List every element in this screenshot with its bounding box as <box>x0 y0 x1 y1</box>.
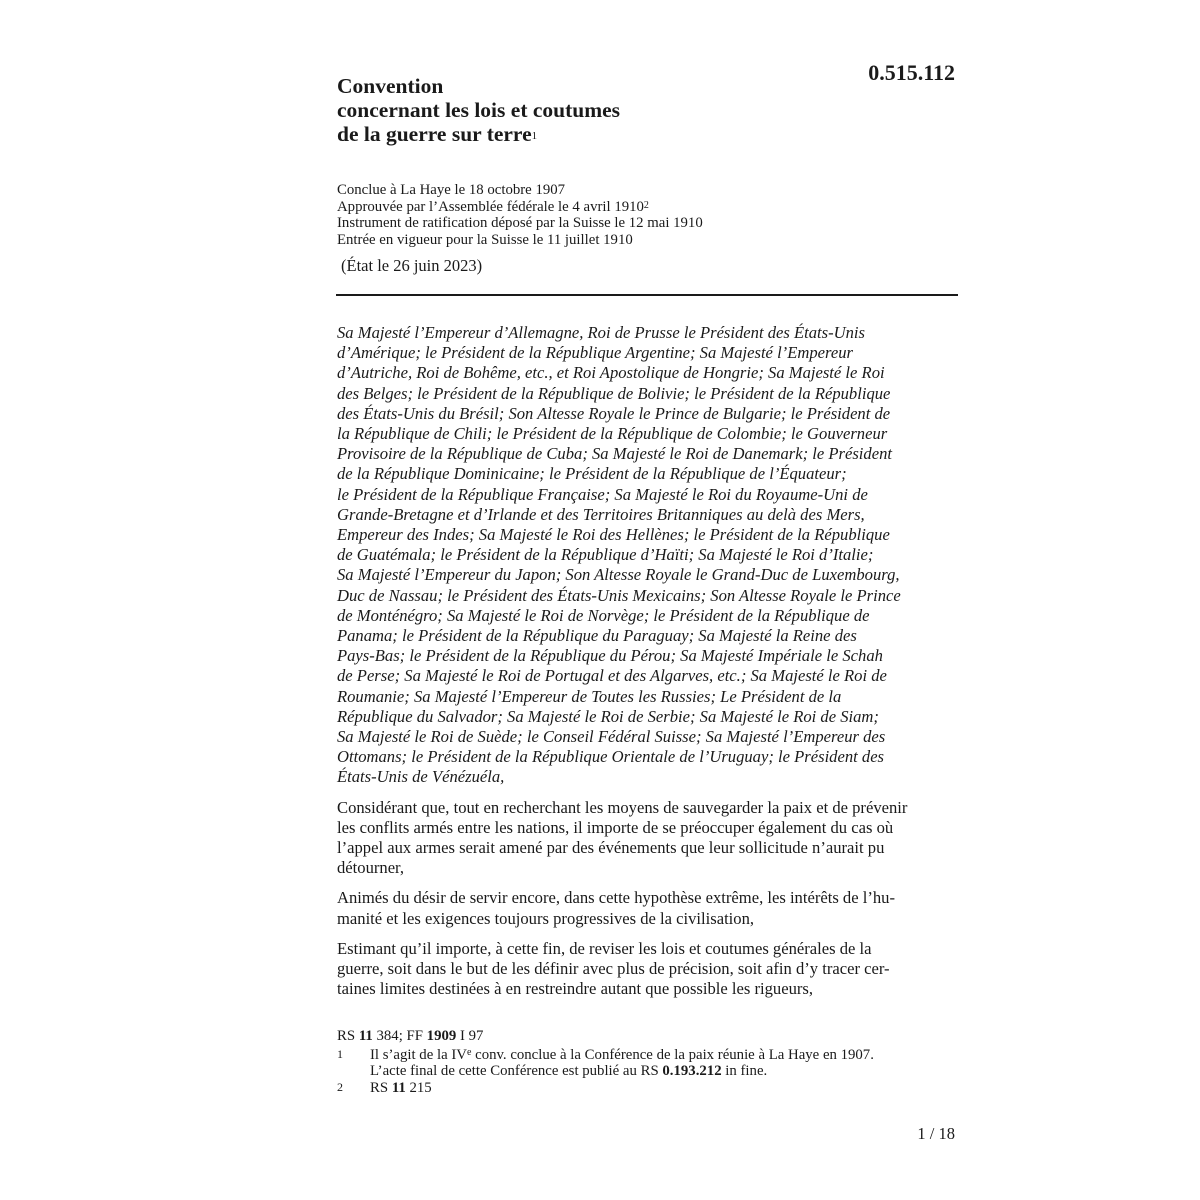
rs-prefix: RS <box>337 1028 359 1044</box>
preamble-line: Provisoire de la République de Cuba; Sa Majesté le Roi de Danemark; le Président <box>337 444 892 464</box>
rs-volume[interactable]: 11 <box>358 1028 373 1044</box>
source-reference <box>337 1028 957 1045</box>
entry-into-force-date: Entrée en vigueur pour la Suisse le 11 juillet 1910 <box>337 231 633 248</box>
footnote-line <box>370 1063 957 1080</box>
approval-date-line <box>337 199 937 216</box>
footnote-text-part: L’acte final de cette Conférence est publié au RS <box>370 1063 663 1079</box>
preamble-line: République du Salvador; Sa Majesté le Roi de Serbie; Sa Majesté le Roi de Siam; <box>337 706 879 726</box>
preamble-line: Roumanie; Sa Majesté l’Empereur de Toutes les Russies; Le Président de la <box>337 686 842 706</box>
footnote-text-part: in fine. <box>721 1063 768 1079</box>
title-line-last <box>337 122 807 146</box>
paragraph-line: manité et les exigences toujours progressives de la civilisation, <box>337 908 755 928</box>
ordinal-superscript: e <box>466 1046 472 1058</box>
footnote-marker-2[interactable]: 2 <box>643 199 649 211</box>
title-line: concernant les lois et coutumes <box>337 98 621 122</box>
footnote-number: 2 <box>337 1079 343 1094</box>
concluded-date: Conclue à La Haye le 18 octobre 1907 <box>337 182 566 198</box>
header-divider <box>336 294 958 296</box>
footnote-text-part: conv. conclue à la Conférence de la paix réunie à La Haye en 1907. <box>471 1046 874 1063</box>
ff-year[interactable]: 1909 <box>426 1028 457 1044</box>
footnote-line <box>370 1047 957 1064</box>
preamble-line: Duc de Nassau; le Président des États-Unis Mexicains; Son Altesse Royale le Prince <box>337 585 901 605</box>
footnote-number: 1 <box>337 1046 343 1061</box>
preamble-line: Sa Majesté le Roi de Suède; le Conseil Fédéral Suisse; Sa Majesté l’Empereur des <box>337 727 886 747</box>
preamble-line: Sa Majesté l’Empereur du Japon; Son Altesse Royale le Grand-Duc de Luxembourg, <box>337 565 900 585</box>
footnote-text-part: 215 <box>405 1079 432 1096</box>
sr-number: 0.515.112 <box>868 60 955 85</box>
paragraph-line: détourner, <box>337 858 405 878</box>
preamble-line: Ottomans; le Président de la République Orientale de l’Uruguay; le Président des <box>337 747 885 767</box>
rs-link[interactable]: 0.193.212 <box>662 1063 722 1079</box>
footnote-text-part: RS <box>370 1079 392 1096</box>
approval-date: Approuvée par l’Assemblée fédérale le 4 avril 1910 <box>337 198 644 215</box>
preamble <box>337 323 957 788</box>
footnote-marker-1[interactable]: 1 <box>531 130 538 142</box>
footnote-line <box>370 1080 957 1097</box>
preamble-line: Pays-Bas; le Président de la République du Pérou; Sa Majesté Impériale le Schah <box>337 646 883 666</box>
rs-page: 384; FF <box>372 1028 427 1044</box>
preamble-line: de Perse; Sa Majesté le Roi de Portugal et des Algarves, etc.; Sa Majesté le Roi de <box>337 666 887 686</box>
paragraph-line: Considérant que, tout en recherchant les moyens de sauvegarder la paix et de prévenir <box>337 797 908 817</box>
title-line: Convention <box>337 74 444 98</box>
preamble-line: de Monténégro; Sa Majesté le Roi de Norvège; le Président de la République de <box>337 605 870 625</box>
rs-link[interactable]: 11 <box>391 1079 406 1096</box>
document-metadata <box>337 182 937 248</box>
paragraph-line: guerre, soit dans le but de les définir avec plus de précision, soit afin d’y tracer cer- <box>337 959 890 979</box>
paragraph-line: Animés du désir de servir encore, dans cette hypothèse extrême, les intérêts de l’hu- <box>337 888 895 908</box>
preamble-line: Panama; le Président de la République du Paraguay; Sa Majesté la Reine des <box>337 626 857 646</box>
references-block <box>337 1028 957 1096</box>
paragraph-line: les conflits armés entre les nations, il importe de se préoccuper également du cas où <box>337 817 894 837</box>
ratification-date: Instrument de ratification déposé par la Suisse le 12 mai 1910 <box>337 215 703 231</box>
title-line-text: de la guerre sur terre <box>337 122 532 146</box>
footnote-2 <box>337 1080 957 1097</box>
ff-rest: I 97 <box>456 1028 484 1044</box>
document-body <box>337 323 957 1010</box>
preamble-line: de la République Dominicaine; le Président de la République de l’Équateur; <box>337 464 847 484</box>
preamble-line: d’Amérique; le Président de la République Argentine; Sa Majesté l’Empereur <box>337 343 853 363</box>
preamble-line: Sa Majesté l’Empereur d’Allemagne, Roi de Prusse le Président des États-Unis <box>337 323 865 342</box>
footnote-text <box>370 1080 957 1097</box>
preamble-line: d’Autriche, Roi de Bohême, etc., et Roi Apostolique de Hongrie; Sa Majesté le Roi <box>337 363 885 383</box>
preamble-line: la République de Chili; le Président de la République de Colombie; le Gouverneur <box>337 424 888 444</box>
footnote-text <box>370 1047 957 1080</box>
preamble-line: des Belges; le Président de la République de Bolivie; le Président de la République <box>337 383 891 403</box>
preamble-line: des États-Unis du Brésil; Son Altesse Royale le Prince de Bulgarie; le Président de <box>337 403 891 423</box>
preamble-line: de Guatémala; le Président de la République d’Haïti; Sa Majesté le Roi d’Italie; <box>337 545 874 565</box>
paragraph-line: Estimant qu’il importe, à cette fin, de reviser les lois et coutumes générales de la <box>337 938 872 958</box>
paragraph-considerant <box>337 798 957 879</box>
footnote-1 <box>337 1047 957 1080</box>
state-date: (État le 26 juin 2023) <box>341 256 483 275</box>
page-number: 1 / 18 <box>917 1124 955 1143</box>
paragraph-animes <box>337 888 957 928</box>
paragraph-estimant <box>337 939 957 1000</box>
preamble-line: Empereur des Indes; Sa Majesté le Roi des Hellènes; le Président de la République <box>337 525 890 545</box>
preamble-line: Grande-Bretagne et d’Irlande et des Territoires Britanniques au delà des Mers, <box>337 504 865 524</box>
document-title <box>337 74 807 146</box>
preamble-line: le Président de la République Française; Sa Majesté le Roi du Royaume-Uni de <box>337 484 868 504</box>
paragraph-line: taines limites destinées à en restreindre autant que possible les rigueurs, <box>337 979 814 999</box>
footnote-text-part: Il s’agit de la IV <box>370 1046 467 1063</box>
preamble-line: États-Unis de Vénézuéla, <box>337 767 505 787</box>
paragraph-line: l’appel aux armes serait amené par des événements que leur sollicitude n’aurait pu <box>337 838 885 858</box>
